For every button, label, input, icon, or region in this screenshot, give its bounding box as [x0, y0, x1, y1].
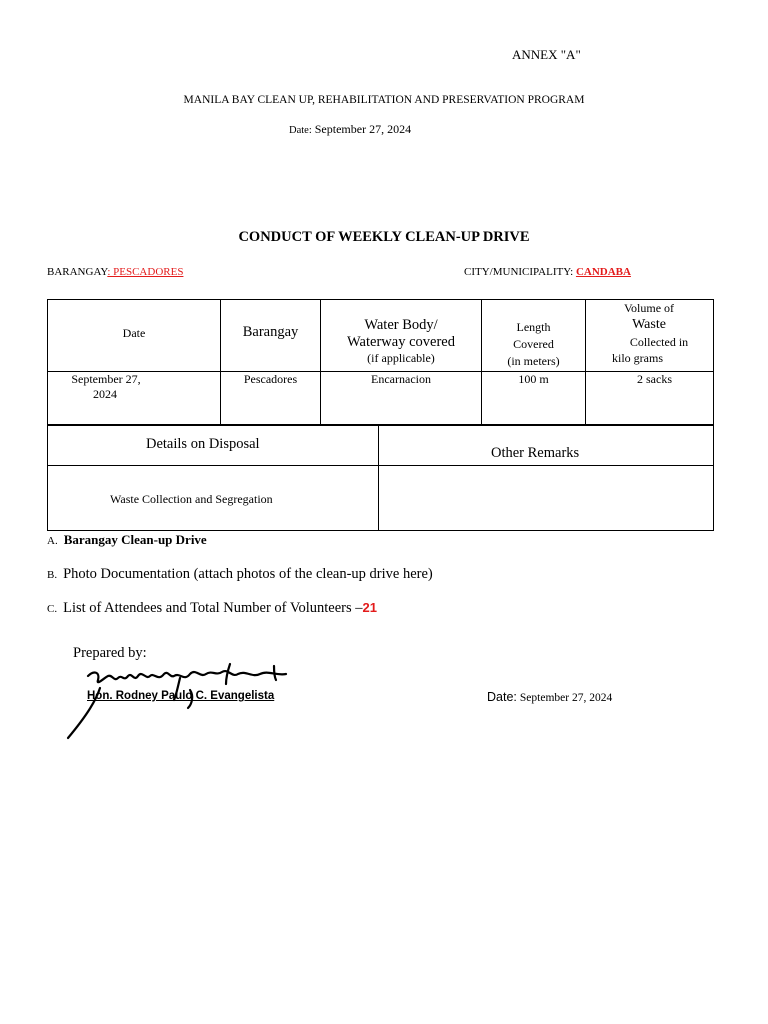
signatory-date-label: Date:	[487, 690, 517, 704]
header-volume-line4: kilo grams	[612, 351, 663, 365]
barangay-label: BARANGAY	[47, 266, 108, 278]
program-title-text: MANILA BAY CLEAN UP, REHABILITATION AND PRESERVATION PROGRAM	[183, 94, 585, 106]
signatory-name: Hon. Rodney Paulo C. Evangelista	[87, 690, 275, 702]
header-waterbody	[321, 317, 481, 366]
table-header-row	[48, 300, 714, 372]
header-volume-line1: Volume of	[623, 301, 675, 315]
header-length-line1: Length	[516, 320, 551, 334]
row-waterbody-cell	[321, 372, 482, 425]
row-barangay: Pescadores	[243, 372, 298, 386]
signatory-date	[487, 690, 612, 705]
header-date-cell	[48, 300, 221, 372]
cleanup-table	[47, 299, 714, 425]
city-label: CITY/MUNICIPALITY:	[464, 266, 576, 278]
details-value-cell	[48, 466, 379, 531]
header-barangay-cell	[221, 300, 321, 372]
details-header: Details on Disposal	[146, 436, 260, 452]
header-waterbody-line2: Waterway covered	[347, 334, 455, 350]
header-volume-line2: Waste	[632, 317, 666, 332]
list-letter-a: A.	[47, 535, 58, 547]
list-letter-c: C.	[47, 603, 58, 615]
header-waterbody-cell	[321, 300, 482, 372]
program-title	[0, 94, 768, 106]
header-date-value: September 27, 2024	[314, 122, 412, 136]
row-volume-cell	[586, 372, 714, 425]
document-title: CONDUCT OF WEEKLY CLEAN-UP DRIVE	[238, 229, 530, 245]
header-date: Date	[122, 326, 146, 340]
header-volume	[586, 300, 712, 367]
volunteer-count: 21	[362, 600, 377, 615]
list-item	[47, 532, 207, 548]
row-date-line1: September 27,	[71, 372, 141, 386]
list-text-a: Barangay Clean-up Drive	[63, 532, 207, 547]
header-volume-line3: Collected in	[629, 335, 689, 349]
disposal-row	[48, 466, 714, 531]
remarks-header-cell	[379, 426, 714, 466]
header-volume-cell	[586, 300, 714, 372]
remarks-header: Other Remarks	[491, 445, 580, 461]
list-item	[47, 600, 377, 617]
table-row	[48, 372, 714, 425]
list-letter-b: B.	[47, 569, 58, 581]
details-value: Waste Collection and Segregation	[110, 492, 273, 506]
row-date-cell	[48, 372, 221, 425]
header-date	[289, 122, 411, 137]
disposal-header-row	[48, 426, 714, 466]
signatory-date-value: September 27, 2024	[519, 692, 613, 704]
city-line	[464, 266, 631, 278]
header-barangay: Barangay	[242, 324, 299, 340]
header-length-line2: Covered	[513, 337, 554, 351]
disposal-table	[47, 425, 714, 531]
header-waterbody-line3: (if applicable)	[367, 351, 435, 365]
barangay-value: : PESCADORES	[107, 266, 184, 278]
header-length-line3: (in meters)	[507, 354, 560, 368]
row-length: 100 m	[518, 372, 549, 386]
row-date-line2: 2024	[93, 387, 117, 401]
row-length-cell	[482, 372, 586, 425]
list-text-c: List of Attendees and Total Number of Volunteers –	[63, 600, 363, 616]
row-barangay-cell	[221, 372, 321, 425]
header-waterbody-line1: Water Body/	[364, 317, 438, 333]
barangay-line	[47, 266, 183, 278]
header-length-cell	[482, 300, 586, 372]
header-length	[482, 319, 585, 370]
details-header-cell	[48, 426, 379, 466]
remarks-value-cell	[379, 466, 714, 531]
row-volume: 2 sacks	[637, 372, 672, 386]
header-date-label: Date:	[289, 125, 312, 136]
annex-label: ANNEX "A"	[512, 47, 581, 62]
row-waterbody: Encarnacion	[371, 372, 431, 386]
city-value: CANDABA	[575, 266, 631, 278]
row-date	[66, 372, 146, 402]
list-item	[47, 566, 433, 583]
list-text-b: Photo Documentation (attach photos of the clean-up drive here)	[63, 566, 433, 582]
prepared-by-label: Prepared by:	[73, 645, 147, 661]
